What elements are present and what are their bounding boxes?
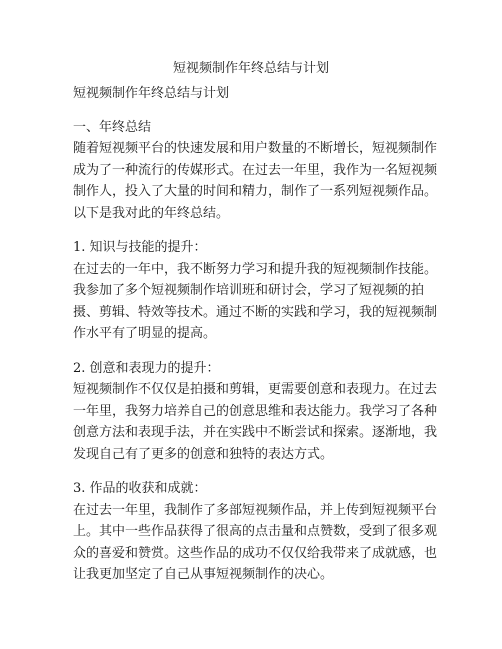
item-body-3: 在过去一年里，我制作了多部短视频作品，并上传到短视频平台上。其中一些作品获得了很高的点击量和点赞数，受到了很多观众的喜爱和赞赏。这些作品的成功不仅仅给我带来了成就感，也让我更加坚定了自己从事短视频制作的决心。 [73, 502, 438, 582]
item-body-2: 短视频制作不仅仅是拍摄和剪辑，更需要创意和表现力。在过去一年里，我努力培养自己的创意思维和表达能力。我学习了各种创意方法和表现手法，并在实践中不断尝试和探索。逐渐地，我发现自己有了更多的创意和独特的表达方式。 [73, 382, 438, 462]
spacer [73, 224, 438, 237]
intro-paragraph: 随着短视频平台的快速发展和用户数量的不断增长，短视频制作成为了一种流行的传媒形式。在过去一年里，我作为一名短视频制作人，投入了大量的时间和精力，制作了一系列短视频作品。以下是我对此的年终总结。 [73, 141, 438, 221]
item-heading-3: 3. 作品的收获和成就： [73, 481, 207, 496]
document-body [73, 83, 438, 586]
spacer [73, 465, 438, 478]
document-subtitle: 短视频制作年终总结与计划 [73, 86, 230, 101]
item-heading-2: 2. 创意和表现力的提升： [73, 360, 220, 376]
section-heading: 一、年终总结 [73, 119, 152, 135]
spacer [73, 345, 438, 358]
item-body-1: 在过去的一年中，我不断努力学习和提升我的短视频制作技能。我参加了多个短视频制作培训班和研讨会，学习了短视频的拍摄、剪辑、特效等技术。通过不断的实践和学习，我的短视频制作水平有了明显的提高。 [73, 261, 438, 341]
item-heading-1: 1. 知识与技能的提升： [73, 240, 207, 255]
page-title: 短视频制作年终总结与计划 [172, 61, 329, 76]
